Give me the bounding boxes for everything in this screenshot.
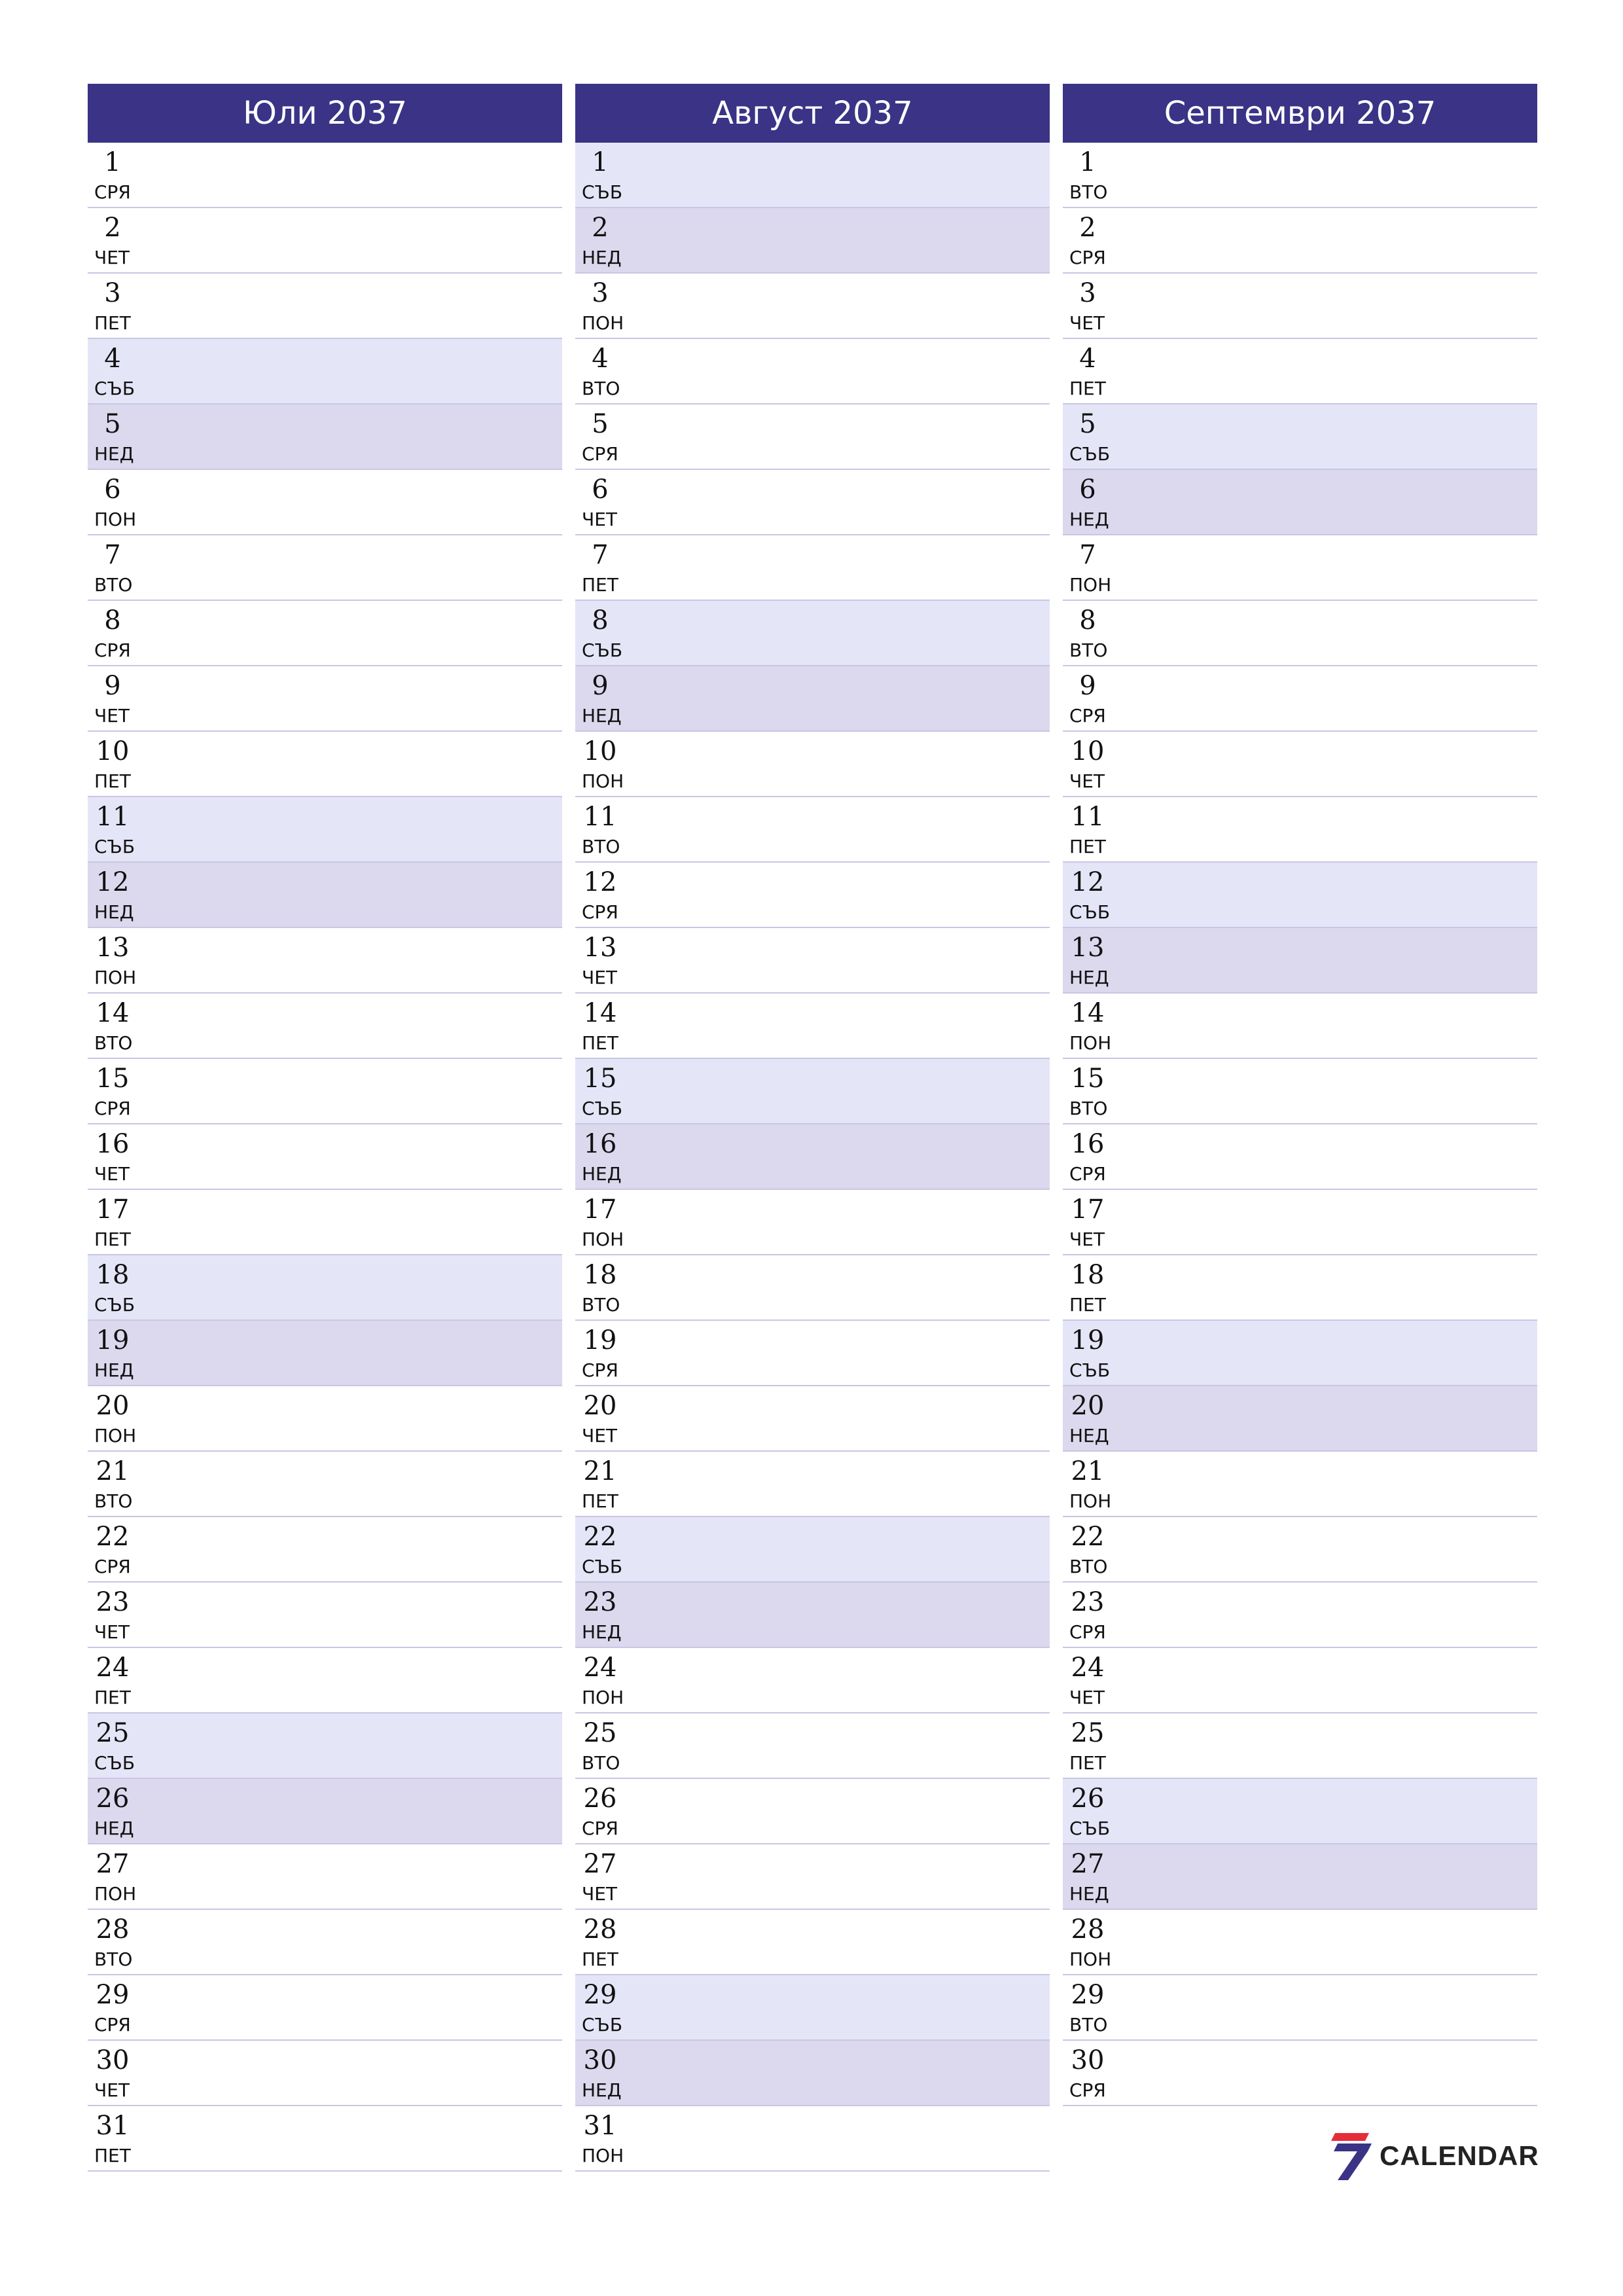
weekday-label: НЕД xyxy=(582,247,622,268)
day-row xyxy=(88,1255,562,1321)
weekday-label: ЧЕТ xyxy=(1069,1687,1105,1708)
day-row xyxy=(88,143,562,208)
day-number: 25 xyxy=(1071,1718,1105,1748)
weekday-label: СРЯ xyxy=(1069,1621,1106,1643)
day-number: 6 xyxy=(592,475,609,505)
day-number: 22 xyxy=(583,1522,617,1552)
day-number: 21 xyxy=(96,1456,130,1486)
day-number: 6 xyxy=(1079,475,1096,505)
weekday-label: ВТО xyxy=(94,1948,133,1970)
weekday-label: ПЕТ xyxy=(94,2145,131,2166)
weekday-label: ПОН xyxy=(582,770,624,792)
day-row xyxy=(88,1779,562,1844)
seven-logo-icon xyxy=(1329,2130,1374,2181)
day-number: 20 xyxy=(583,1391,617,1421)
day-row xyxy=(575,1713,1050,1779)
day-row xyxy=(88,274,562,339)
weekday-label: ВТО xyxy=(582,378,620,399)
day-row xyxy=(1063,1059,1537,1124)
day-number: 12 xyxy=(1071,867,1105,897)
day-row xyxy=(575,1059,1050,1124)
day-row xyxy=(1063,535,1537,601)
weekday-label: ПОН xyxy=(94,967,137,988)
day-number: 27 xyxy=(96,1849,130,1879)
day-row xyxy=(575,1779,1050,1844)
day-number: 5 xyxy=(1079,409,1096,439)
day-number: 12 xyxy=(583,867,617,897)
day-number: 7 xyxy=(104,540,121,570)
day-row xyxy=(1063,863,1537,928)
day-row xyxy=(575,1975,1050,2041)
weekday-label: ВТО xyxy=(94,1490,133,1512)
weekday-label: СЪБ xyxy=(582,181,623,203)
weekday-label: НЕД xyxy=(94,901,134,923)
day-row xyxy=(1063,1910,1537,1975)
weekday-label: ВТО xyxy=(1069,639,1108,661)
day-row xyxy=(88,208,562,274)
weekday-label: НЕД xyxy=(94,443,134,465)
day-number: 27 xyxy=(583,1849,617,1879)
day-row xyxy=(88,339,562,404)
day-row xyxy=(575,535,1050,601)
weekday-label: СРЯ xyxy=(94,639,131,661)
day-row xyxy=(1063,1844,1537,1910)
day-row xyxy=(575,2041,1050,2106)
weekday-label: СРЯ xyxy=(1069,705,1106,726)
day-number: 4 xyxy=(592,344,609,374)
day-row xyxy=(575,666,1050,732)
day-number: 13 xyxy=(96,933,130,963)
day-number: 3 xyxy=(592,278,609,308)
day-number: 24 xyxy=(96,1653,130,1683)
day-row xyxy=(88,1190,562,1255)
day-number: 14 xyxy=(1071,998,1105,1028)
weekday-label: СРЯ xyxy=(582,443,618,465)
weekday-label: СРЯ xyxy=(94,1556,131,1577)
day-number: 28 xyxy=(96,1914,130,1945)
day-row xyxy=(575,1583,1050,1648)
day-row xyxy=(575,732,1050,797)
day-number: 10 xyxy=(96,736,130,766)
weekday-label: ПЕТ xyxy=(582,1032,618,1054)
day-row xyxy=(1063,404,1537,470)
weekday-label: ПОН xyxy=(94,1425,137,1446)
weekday-label: ВТО xyxy=(582,836,620,857)
weekday-label: СЪБ xyxy=(582,1098,623,1119)
day-row xyxy=(1063,2041,1537,2106)
weekday-label: ПЕТ xyxy=(94,1687,131,1708)
day-row xyxy=(575,274,1050,339)
weekday-label: ПОН xyxy=(1069,1490,1112,1512)
weekday-label: НЕД xyxy=(1069,509,1109,530)
day-number: 8 xyxy=(592,605,609,636)
weekday-label: ВТО xyxy=(1069,1098,1108,1119)
weekday-label: ЧЕТ xyxy=(1069,312,1105,334)
day-number: 27 xyxy=(1071,1849,1105,1879)
weekday-label: СРЯ xyxy=(1069,1163,1106,1185)
day-number: 22 xyxy=(1071,1522,1105,1552)
day-number: 13 xyxy=(583,933,617,963)
day-number: 18 xyxy=(583,1260,617,1290)
day-number: 19 xyxy=(583,1325,617,1355)
day-row xyxy=(575,863,1050,928)
day-list xyxy=(88,143,562,2172)
day-number: 9 xyxy=(1079,671,1096,701)
day-number: 19 xyxy=(1071,1325,1105,1355)
weekday-label: ВТО xyxy=(582,1752,620,1774)
day-row xyxy=(88,797,562,863)
day-row xyxy=(88,1648,562,1713)
weekday-label: ПЕТ xyxy=(94,312,131,334)
weekday-label: СЪБ xyxy=(582,2014,623,2036)
weekday-label: НЕД xyxy=(582,1621,622,1643)
day-number: 24 xyxy=(1071,1653,1105,1683)
day-row xyxy=(88,535,562,601)
weekday-label: ПОН xyxy=(1069,1032,1112,1054)
weekday-label: ПОН xyxy=(1069,574,1112,596)
day-number: 21 xyxy=(1071,1456,1105,1486)
weekday-label: НЕД xyxy=(1069,1883,1109,1905)
day-number: 16 xyxy=(1071,1129,1105,1159)
day-row xyxy=(88,1713,562,1779)
day-number: 29 xyxy=(583,1980,617,2010)
day-row xyxy=(575,1910,1050,1975)
day-number: 7 xyxy=(1079,540,1096,570)
day-row xyxy=(575,928,1050,994)
weekday-label: СРЯ xyxy=(94,1098,131,1119)
day-row xyxy=(88,1321,562,1386)
month-title: Септември 2037 xyxy=(1063,84,1537,143)
day-number: 31 xyxy=(583,2111,617,2141)
weekday-label: СЪБ xyxy=(94,378,135,399)
weekday-label: СРЯ xyxy=(582,1359,618,1381)
day-number: 17 xyxy=(1071,1194,1105,1225)
weekday-label: ПОН xyxy=(94,509,137,530)
day-number: 22 xyxy=(96,1522,130,1552)
day-number: 11 xyxy=(96,802,130,832)
weekday-label: ВТО xyxy=(1069,181,1108,203)
weekday-label: ПОН xyxy=(582,1229,624,1250)
weekday-label: СЪБ xyxy=(582,639,623,661)
day-number: 30 xyxy=(96,2045,130,2075)
day-row xyxy=(575,1452,1050,1517)
day-row xyxy=(1063,1321,1537,1386)
day-row xyxy=(1063,1124,1537,1190)
weekday-label: СРЯ xyxy=(1069,2079,1106,2101)
day-number: 15 xyxy=(96,1064,130,1094)
day-number: 12 xyxy=(96,867,130,897)
day-row xyxy=(1063,208,1537,274)
day-number: 23 xyxy=(96,1587,130,1617)
weekday-label: ПОН xyxy=(582,2145,624,2166)
weekday-label: ПЕТ xyxy=(582,1490,618,1512)
day-row xyxy=(575,1321,1050,1386)
weekday-label: СЪБ xyxy=(1069,901,1111,923)
day-number: 3 xyxy=(104,278,121,308)
weekday-label: ПЕТ xyxy=(1069,378,1106,399)
day-row xyxy=(88,863,562,928)
day-number: 25 xyxy=(96,1718,130,1748)
day-list xyxy=(575,143,1050,2172)
day-number: 15 xyxy=(1071,1064,1105,1094)
weekday-label: ПЕТ xyxy=(582,574,618,596)
day-number: 17 xyxy=(96,1194,130,1225)
weekday-label: ПОН xyxy=(582,1687,624,1708)
weekday-label: ЧЕТ xyxy=(582,509,617,530)
weekday-label: ЧЕТ xyxy=(94,2079,130,2101)
day-row xyxy=(575,1844,1050,1910)
weekday-label: ЧЕТ xyxy=(582,1883,617,1905)
weekday-label: ВТО xyxy=(1069,1556,1108,1577)
day-number: 18 xyxy=(96,1260,130,1290)
day-number: 20 xyxy=(1071,1391,1105,1421)
weekday-label: СЪБ xyxy=(94,1752,135,1774)
month-column xyxy=(1063,84,1537,2172)
day-row xyxy=(575,2106,1050,2172)
day-row xyxy=(575,1648,1050,1713)
day-number: 14 xyxy=(96,998,130,1028)
weekday-label: СРЯ xyxy=(94,2014,131,2036)
day-row xyxy=(1063,666,1537,732)
day-row xyxy=(1063,928,1537,994)
day-number: 30 xyxy=(1071,2045,1105,2075)
day-number: 10 xyxy=(1071,736,1105,766)
day-row xyxy=(88,1059,562,1124)
weekday-label: ПЕТ xyxy=(1069,836,1106,857)
day-number: 29 xyxy=(1071,1980,1105,2010)
day-number: 24 xyxy=(583,1653,617,1683)
day-row xyxy=(88,1975,562,2041)
day-row xyxy=(1063,1648,1537,1713)
weekday-label: ПЕТ xyxy=(1069,1752,1106,1774)
day-number: 1 xyxy=(104,147,121,177)
weekday-label: СРЯ xyxy=(1069,247,1106,268)
day-row xyxy=(575,1190,1050,1255)
day-row xyxy=(1063,1583,1537,1648)
day-number: 3 xyxy=(1079,278,1096,308)
day-row xyxy=(1063,732,1537,797)
day-number: 21 xyxy=(583,1456,617,1486)
weekday-label: ПЕТ xyxy=(1069,1294,1106,1316)
day-row xyxy=(1063,797,1537,863)
day-number: 15 xyxy=(583,1064,617,1094)
day-number: 25 xyxy=(583,1718,617,1748)
weekday-label: НЕД xyxy=(94,1359,134,1381)
day-row xyxy=(1063,1255,1537,1321)
brand-logo xyxy=(1329,2130,1539,2181)
day-number: 6 xyxy=(104,475,121,505)
day-row xyxy=(575,208,1050,274)
day-number: 20 xyxy=(96,1391,130,1421)
weekday-label: СЪБ xyxy=(1069,443,1111,465)
day-row xyxy=(575,404,1050,470)
weekday-label: ЧЕТ xyxy=(94,1163,130,1185)
weekday-label: СЪБ xyxy=(1069,1818,1111,1839)
day-row xyxy=(88,470,562,535)
weekday-label: ЧЕТ xyxy=(1069,770,1105,792)
day-number: 16 xyxy=(96,1129,130,1159)
day-number: 29 xyxy=(96,1980,130,2010)
logo-text: CALENDAR xyxy=(1380,2140,1539,2171)
day-row xyxy=(1063,994,1537,1059)
day-number: 9 xyxy=(104,671,121,701)
day-number: 10 xyxy=(583,736,617,766)
day-row xyxy=(88,1124,562,1190)
day-row xyxy=(1063,143,1537,208)
day-row xyxy=(88,1517,562,1583)
day-row xyxy=(575,601,1050,666)
day-number: 2 xyxy=(592,213,609,243)
day-number: 31 xyxy=(96,2111,130,2141)
weekday-label: ВТО xyxy=(94,574,133,596)
day-row xyxy=(1063,1779,1537,1844)
day-number: 26 xyxy=(1071,1784,1105,1814)
day-row xyxy=(88,928,562,994)
day-row xyxy=(1063,339,1537,404)
weekday-label: ЧЕТ xyxy=(1069,1229,1105,1250)
day-row xyxy=(575,1255,1050,1321)
weekday-label: ВТО xyxy=(1069,2014,1108,2036)
day-number: 8 xyxy=(104,605,121,636)
day-row xyxy=(1063,601,1537,666)
weekday-label: ЧЕТ xyxy=(94,705,130,726)
weekday-label: НЕД xyxy=(1069,967,1109,988)
weekday-label: ЧЕТ xyxy=(94,247,130,268)
month-title: Август 2037 xyxy=(575,84,1050,143)
weekday-label: НЕД xyxy=(1069,1425,1109,1446)
weekday-label: ВТО xyxy=(94,1032,133,1054)
day-number: 13 xyxy=(1071,933,1105,963)
day-row xyxy=(88,1386,562,1452)
day-row xyxy=(575,797,1050,863)
day-row xyxy=(88,404,562,470)
day-number: 19 xyxy=(96,1325,130,1355)
day-row xyxy=(575,470,1050,535)
day-number: 4 xyxy=(1079,344,1096,374)
day-row xyxy=(575,1386,1050,1452)
day-number: 11 xyxy=(1071,802,1105,832)
day-number: 28 xyxy=(1071,1914,1105,1945)
month-column xyxy=(88,84,562,2172)
day-row xyxy=(1063,1190,1537,1255)
day-number: 4 xyxy=(104,344,121,374)
quarterly-calendar xyxy=(88,84,1538,2172)
day-row xyxy=(88,1844,562,1910)
day-row xyxy=(88,666,562,732)
weekday-label: СЪБ xyxy=(94,1294,135,1316)
day-row xyxy=(88,1910,562,1975)
weekday-label: ПЕТ xyxy=(582,1948,618,1970)
day-row xyxy=(1063,1386,1537,1452)
weekday-label: ЧЕТ xyxy=(582,1425,617,1446)
day-row xyxy=(1063,1452,1537,1517)
weekday-label: ПОН xyxy=(1069,1948,1112,1970)
day-number: 26 xyxy=(96,1784,130,1814)
weekday-label: СРЯ xyxy=(94,181,131,203)
weekday-label: НЕД xyxy=(582,2079,622,2101)
day-row xyxy=(575,339,1050,404)
weekday-label: СЪБ xyxy=(94,836,135,857)
weekday-label: СРЯ xyxy=(582,1818,618,1839)
day-number: 26 xyxy=(583,1784,617,1814)
day-row xyxy=(575,143,1050,208)
weekday-label: СЪБ xyxy=(582,1556,623,1577)
day-number: 5 xyxy=(592,409,609,439)
weekday-label: НЕД xyxy=(582,1163,622,1185)
weekday-label: ПОН xyxy=(94,1883,137,1905)
day-row xyxy=(88,994,562,1059)
day-row xyxy=(575,994,1050,1059)
day-number: 1 xyxy=(592,147,609,177)
day-number: 2 xyxy=(1079,213,1096,243)
day-number: 30 xyxy=(583,2045,617,2075)
day-row xyxy=(1063,274,1537,339)
day-number: 8 xyxy=(1079,605,1096,636)
day-number: 17 xyxy=(583,1194,617,1225)
day-number: 11 xyxy=(583,802,617,832)
day-number: 28 xyxy=(583,1914,617,1945)
day-number: 16 xyxy=(583,1129,617,1159)
day-number: 23 xyxy=(583,1587,617,1617)
day-row xyxy=(1063,1975,1537,2041)
weekday-label: ВТО xyxy=(582,1294,620,1316)
day-number: 18 xyxy=(1071,1260,1105,1290)
weekday-label: СРЯ xyxy=(582,901,618,923)
weekday-label: ЧЕТ xyxy=(94,1621,130,1643)
day-row xyxy=(88,2041,562,2106)
weekday-label: НЕД xyxy=(582,705,622,726)
weekday-label: ПЕТ xyxy=(94,1229,131,1250)
day-number: 9 xyxy=(592,671,609,701)
day-number: 14 xyxy=(583,998,617,1028)
day-row xyxy=(88,732,562,797)
day-number: 5 xyxy=(104,409,121,439)
day-row xyxy=(88,1452,562,1517)
day-number: 1 xyxy=(1079,147,1096,177)
weekday-label: ЧЕТ xyxy=(582,967,617,988)
day-number: 7 xyxy=(592,540,609,570)
weekday-label: ПОН xyxy=(582,312,624,334)
day-row xyxy=(88,2106,562,2172)
month-title: Юли 2037 xyxy=(88,84,562,143)
day-row xyxy=(88,1583,562,1648)
weekday-label: НЕД xyxy=(94,1818,134,1839)
day-list xyxy=(1063,143,1537,2106)
weekday-label: ПЕТ xyxy=(94,770,131,792)
weekday-label: СЪБ xyxy=(1069,1359,1111,1381)
month-column xyxy=(575,84,1050,2172)
day-row xyxy=(1063,1517,1537,1583)
day-row xyxy=(88,601,562,666)
day-row xyxy=(1063,470,1537,535)
day-row xyxy=(1063,1713,1537,1779)
day-row xyxy=(575,1124,1050,1190)
day-number: 2 xyxy=(104,213,121,243)
day-row xyxy=(575,1517,1050,1583)
day-number: 23 xyxy=(1071,1587,1105,1617)
